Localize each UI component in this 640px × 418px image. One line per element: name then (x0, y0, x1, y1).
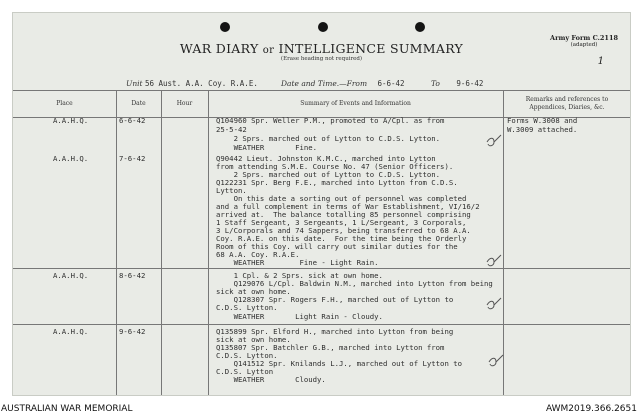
diary-sheet (12, 12, 631, 396)
entry-line: 25-5-42 (216, 125, 247, 134)
entry-line: WEATHER Light Rain - Cloudy. (216, 312, 383, 321)
entry-line: Q104960 Spr. Weller P.M., promoted to A/Cpl. as from (216, 116, 445, 125)
archive-reference: AWM2019.366.2651 (545, 404, 637, 414)
entry-line: 3 L/Corporals and 74 Sappers, being transferred to 68 A.A. (216, 226, 471, 235)
entry-remark: Forms W.3008 and (507, 116, 578, 125)
entry-line: On this date a sorting out of personnel was completed (216, 194, 467, 203)
entry-line: Q90442 Lieut. Johnston K.M.C., marched into Lytton (216, 154, 436, 163)
entry-line: sick at own home. (216, 335, 291, 344)
binder-hole (415, 22, 425, 32)
date-to-value: 9-6-42 (456, 79, 484, 88)
entry-line: Room of this Coy. will carry out similar duties for the (216, 242, 458, 251)
erase-note: (Erase heading not required) (280, 56, 363, 62)
entry-place: A.A.H.Q. (53, 327, 89, 336)
entry-line: Coy. R.A.E. on this date. For the time being the Orderly (216, 234, 467, 243)
entry-line: and a full complement in terms of War Establishment, VI/16/2 (216, 202, 480, 211)
entry-line: 1 Cpl. & 2 Sprs. sick at own home. (216, 271, 383, 280)
entry-remark: W.3009 attached. (507, 125, 578, 134)
unit-label: Unit (126, 79, 143, 88)
title-or: or (262, 45, 275, 56)
handwritten-tick-icon (485, 133, 503, 149)
row-separator (13, 324, 630, 325)
army-form-label (550, 34, 618, 48)
handwritten-tick-icon (487, 353, 505, 369)
date-to-label: To (431, 79, 440, 88)
column-header-date: Date (131, 100, 146, 107)
entry-line: C.D.S. Lytton. (216, 351, 278, 360)
entry-line: C.D.S. Lytton (216, 367, 274, 376)
handwritten-tick-icon (485, 296, 503, 312)
title-intelligence-summary: INTELLIGENCE SUMMARY (278, 41, 464, 56)
date-to (431, 79, 483, 88)
entry-line: 2 Sprs. marched out of Lytton to C.D.S. Lytton. (216, 134, 441, 143)
page-number: 1 (597, 56, 604, 67)
column-rule (161, 90, 162, 395)
date-from-value: 6-6-42 (377, 79, 405, 88)
unit-value: 56 Aust. A.A. Coy. R.A.E. (144, 79, 258, 88)
entry-date: 7-6-42 (119, 154, 146, 163)
column-header-remarks: Remarks and references to Appendices, Diaries, &c. (525, 95, 609, 111)
entry-line: Lytton. (216, 186, 247, 195)
entry-date: 8-6-42 (119, 271, 146, 280)
title-war-diary: WAR DIARY (179, 41, 259, 56)
entry-line: 1 Staff Sergeant, 3 Sergeants, 1 L/Sergeant, 3 Corporals, (216, 218, 467, 227)
column-header-hour: Hour (176, 100, 193, 107)
entry-line: from attending S.M.E. Course No. 47 (Senior Officers). (216, 162, 454, 171)
column-header-summary: Summary of Events and Information (300, 100, 411, 107)
entry-line: Q129076 L/Cpl. Baldwin N.M., marched into Lytton from being (216, 279, 493, 288)
entry-line: sick at own home. (216, 287, 291, 296)
row-separator (13, 268, 630, 269)
entry-line: 2 Sprs. marched out of Lytton to C.D.S. Lytton. (216, 170, 441, 179)
entry-line: WEATHER Cloudy. (216, 375, 326, 384)
column-rule (503, 90, 504, 395)
form-title (13, 41, 630, 56)
unit-line (126, 79, 258, 88)
column-rule (116, 90, 117, 395)
date-from-label: Date and Time.—From (281, 79, 368, 88)
entry-line: Q141512 Spr. Knilands L.J., marched out of Lytton to (216, 359, 463, 368)
column-header-place: Place (56, 100, 73, 107)
entry-line: arrived at. The balance totalling 85 personnel comprising (216, 210, 471, 219)
entry-line: 68 A.A. Coy. R.A.E. (216, 250, 300, 259)
entry-line: Q135807 Spr. Batchler G.B., marched into Lytton from (216, 343, 445, 352)
archive-credit: AUSTRALIAN WAR MEMORIAL (1, 404, 133, 414)
entry-line: C.D.S. Lytton. (216, 303, 278, 312)
binder-hole (220, 22, 230, 32)
date-range (281, 79, 405, 88)
entry-line: Q128307 Spr. Rogers F.H., marched out of Lytton to (216, 295, 454, 304)
army-form-number: Army Form C.2118 (550, 34, 618, 42)
entry-place: A.A.H.Q. (53, 271, 89, 280)
entry-date: 9-6-42 (119, 327, 146, 336)
entry-line: WEATHER Fine. (216, 143, 318, 152)
column-rule (208, 90, 209, 395)
entry-line: Q135899 Spr. Elford H., marched into Lytton from being (216, 327, 454, 336)
entry-place: A.A.H.Q. (53, 116, 89, 125)
entry-date: 6-6-42 (119, 116, 146, 125)
entry-place: A.A.H.Q. (53, 154, 89, 163)
entry-line: Q122231 Spr. Berg F.E., marched into Lytton from C.D.S. (216, 178, 458, 187)
army-form-adapted: (adapted) (570, 42, 598, 48)
entry-line: WEATHER Fine - Light Rain. (216, 258, 379, 267)
handwritten-tick-icon (485, 253, 503, 269)
binder-hole (318, 22, 328, 32)
